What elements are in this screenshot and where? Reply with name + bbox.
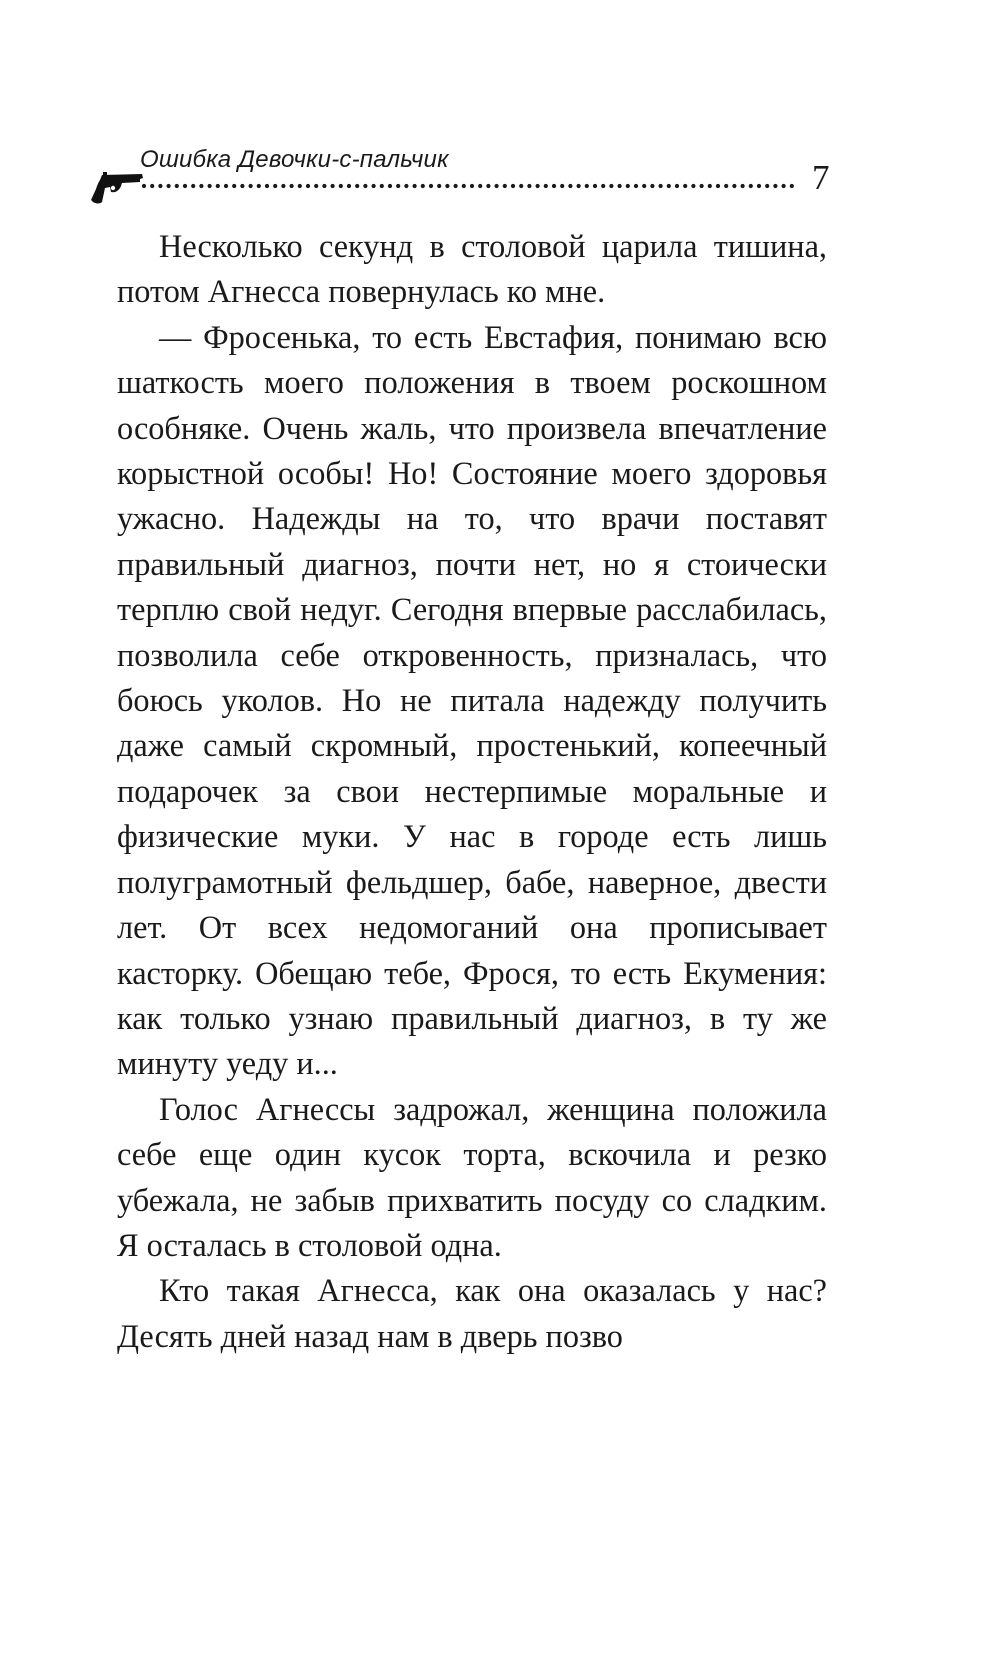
page-number: 7 (812, 158, 830, 197)
revolver-icon (88, 169, 146, 205)
paragraph: Голос Агнессы задрожал, женщина положила себе еще один кусок торта, вскочила и резко убежала, не забыв прихватить посуду со сладким. Я осталась в столовой одна. (117, 1090, 827, 1263)
paragraph: — Фросенька, то есть Евстафия, понимаю всю шаткость моего положения в твоем роскошном особняке. Очень жаль, что произвела впечатление корыстной особы! Но! Состояние моего здоровья ужасно. Надежды на то, что врачи поставят правильный диагноз, почти нет, но я стоически терплю свой недуг. Сегодня впервые расслабилась, позволила себе откровенность, призналась, что боюсь уколов. Но не питала надежду получить даже самый скромный, простенький, копеечный подарочек за свои нестерпимые моральные и физические муки. У нас в городе есть лишь полуграмотный фельдшер, бабе, наверное, двести лет. От всех недомоганий она прописывает касторку. Обещаю тебе, Фрося, то есть Екумения: как только узнаю правильный диагноз, в ту же минуту уеду и... (117, 318, 827, 1082)
running-title: Ошибка Девочки-с-пальчик (140, 146, 449, 173)
paragraph: Кто такая Агнесса, как она оказалась у нас? Десять дней назад нам в дверь позво (117, 1272, 827, 1354)
body-text (117, 224, 827, 1359)
dotted-rule (140, 182, 800, 190)
paragraph: Несколько секунд в столовой царила тишина, потом Агнесса повернулась ко мне. (117, 228, 827, 310)
